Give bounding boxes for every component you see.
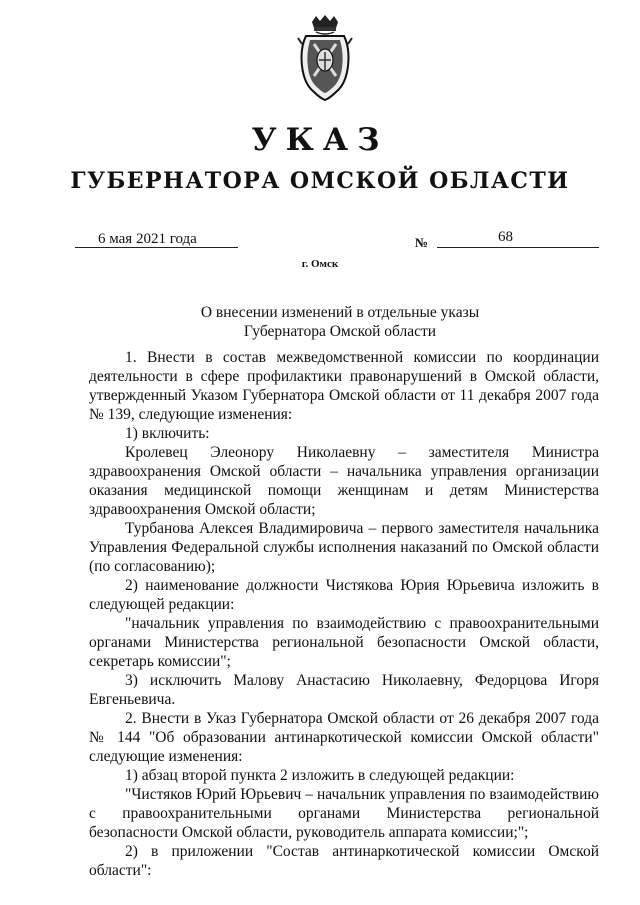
paragraph-5: 2) наименование должности Чистякова Юрия Юрьевича изложить в следующей редакции: <box>89 577 599 613</box>
decree-number: 68 <box>498 229 513 245</box>
paragraph-2: 1) включить: <box>125 425 210 442</box>
paragraph-3: Кролевец Элеонору Николаевну – заместителя Министра здравоохранения Омской области – начальника управления организации оказания медицинской помощи женщинам и детям Министерства здравоохранения Омской области; <box>89 444 599 518</box>
decree-date: 6 мая 2021 года <box>98 231 197 247</box>
subject-line-1: О внесении изменений в отдельные указы <box>200 304 480 321</box>
paragraph-6: "начальник управления по взаимодействию с правоохранительными органами Министерства региональной безопасности Омской области, секретарь комиссии"; <box>89 615 599 670</box>
document-title: УКАЗ <box>251 122 389 158</box>
paragraph-4: Турбанова Алексея Владимировича – первого заместителя начальника Управления Федеральной службы исполнения наказаний по Омской области (по согласованию); <box>89 520 599 575</box>
paragraph-1: 1. Внести в состав межведомственной комиссии по координации деятельности в сфере профилактики правонарушений в Омской области, утвержденный Указом Губернатора Омской области от 11 декабря 2007 года № 139, следующие изменения: <box>89 349 599 423</box>
decree-city: г. Омск <box>301 258 339 270</box>
document-subtitle: ГУБЕРНАТОРА ОМСКОЙ ОБЛАСТИ <box>70 168 570 194</box>
paragraph-8: 2. Внести в Указ Губернатора Омской области от 26 декабря 2007 года № 144 "Об образовании антинаркотической комиссии Омской области" следующие изменения: <box>89 710 599 765</box>
paragraph-10: "Чистяков Юрий Юрьевич – начальник управления по взаимодействию с правоохранительными органами Министерства региональной безопасности Омской области, руководитель аппарата комиссии;"; <box>89 786 599 841</box>
number-underline <box>437 247 599 248</box>
paragraph-9: 1) абзац второй пункта 2 изложить в следующей редакции: <box>125 767 515 784</box>
subject-line-2: Губернатора Омской области <box>243 323 437 340</box>
paragraph-11: 2) в приложении "Состав антинаркотической комиссии Омской области": <box>89 843 599 879</box>
coat-of-arms-icon <box>296 14 354 102</box>
number-sign: № <box>415 235 429 250</box>
paragraph-7: 3) исключить Малову Анастасию Николаевну, Федорцова Игоря Евгеньевича. <box>89 672 599 708</box>
decree-subject <box>0 303 640 341</box>
decree-body <box>89 348 599 880</box>
